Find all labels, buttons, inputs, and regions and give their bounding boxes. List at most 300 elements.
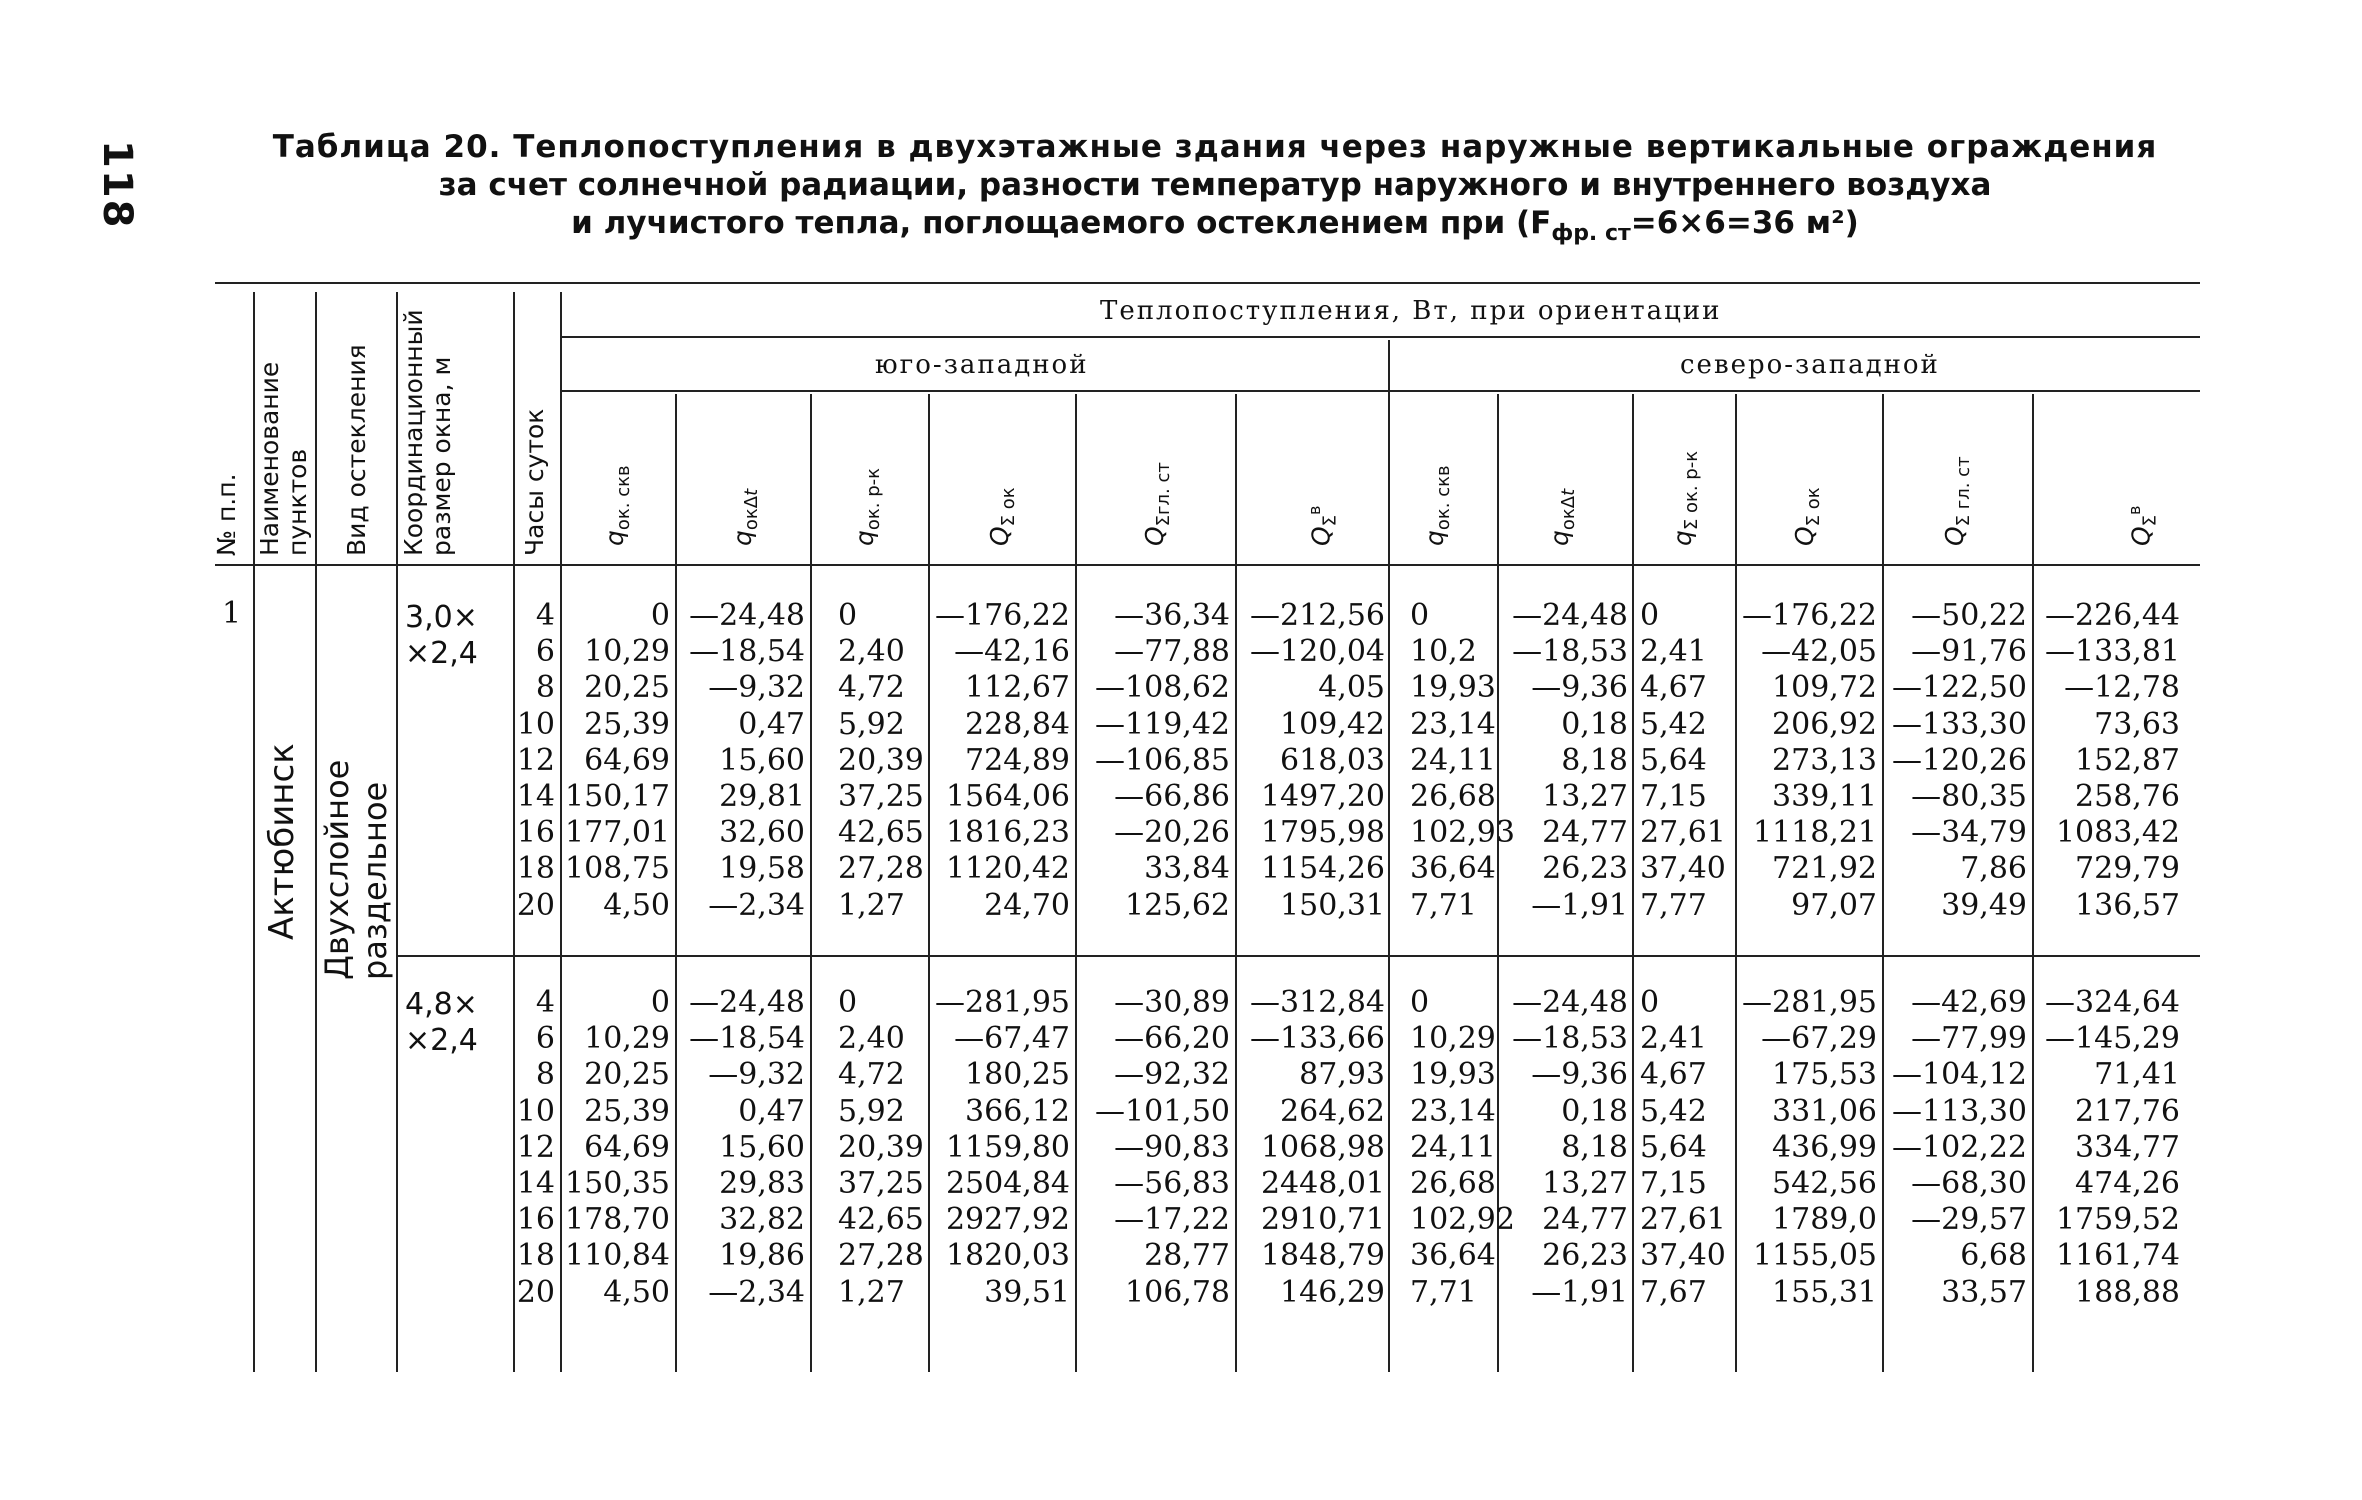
sw-Q-v-column	[1250, 598, 1385, 924]
table-cell: —17,22	[1114, 1202, 1230, 1238]
table-cell: 0,47	[738, 706, 805, 742]
table-cell: 339,11	[1772, 778, 1877, 814]
table-cell: 19,93	[1410, 670, 1496, 706]
table-cell: 0,18	[1561, 706, 1628, 742]
table-cell: —24,48	[689, 985, 805, 1020]
header-coord: Координационный размер окна, м	[399, 309, 456, 556]
table-cell: 1155,05	[1752, 1238, 1877, 1274]
table-cell: —92,32	[1114, 1057, 1230, 1093]
table-cell: 10,29	[584, 634, 670, 670]
table-cell: 13,27	[1542, 778, 1628, 814]
nw-Q-ok-column	[1742, 985, 1877, 1311]
table-cell: 1789,0	[1772, 1202, 1877, 1238]
table-cell: 27,28	[838, 1238, 924, 1274]
table-cell: —9,32	[708, 1057, 805, 1093]
hours-column	[517, 985, 555, 1311]
table-cell: 1795,98	[1260, 815, 1385, 851]
table-cell: —68,30	[1911, 1165, 2027, 1201]
table-cell: —9,32	[708, 670, 805, 706]
header-glazing: Вид остекления	[342, 344, 371, 556]
table-cell: 474,26	[2075, 1165, 2180, 1201]
header-hours: Часы суток	[520, 408, 549, 556]
table-cell: 24,77	[1542, 1202, 1628, 1238]
table-cell: 0	[650, 598, 670, 633]
table-cell: —67,47	[954, 1021, 1070, 1057]
table-cell: 0	[838, 985, 858, 1020]
table-top-rule	[215, 282, 2200, 284]
page-number: 118	[94, 140, 140, 230]
table-cell: 150,35	[565, 1165, 670, 1201]
table-cell: —42,69	[1911, 985, 2027, 1020]
table-cell: 39,49	[1941, 887, 2027, 923]
col-line	[396, 292, 398, 1372]
table-cell: 4,72	[838, 670, 905, 706]
coord-line: ×2,4	[405, 1023, 478, 1058]
table-cell: —18,53	[1512, 1021, 1628, 1057]
table-cell: 721,92	[1772, 851, 1877, 887]
table-cell: 97,07	[1791, 887, 1877, 923]
table-cell: —30,89	[1114, 985, 1230, 1020]
table-cell: 33,57	[1941, 1274, 2027, 1310]
nw-Q-v-column	[2045, 985, 2180, 1311]
table-cell: —24,48	[1512, 985, 1628, 1020]
table-cell: 16	[516, 815, 555, 851]
table-cell: —2,34	[708, 887, 805, 923]
table-cell: —120,04	[1250, 634, 1385, 670]
coord-size	[405, 987, 478, 1059]
table-cell: 37,40	[1640, 851, 1726, 887]
table-cell: —281,95	[935, 985, 1070, 1020]
sw-Q-ok-column	[935, 598, 1070, 924]
table-cell: 152,87	[2075, 742, 2180, 778]
table-cell: 175,53	[1772, 1057, 1877, 1093]
table-cell: 24,77	[1542, 815, 1628, 851]
table-cell: —113,30	[1892, 1093, 2027, 1129]
nw-Q-v-header: $Q_\Sigma^в$	[2125, 505, 2161, 546]
table-cell: 64,69	[584, 1129, 670, 1165]
group-rule	[562, 336, 2200, 338]
nw-Q-gl-column	[1892, 598, 2027, 924]
col-line	[1632, 394, 1634, 1372]
table-cell: 10	[516, 706, 555, 742]
table-cell: 258,76	[2075, 778, 2180, 814]
table-cell: 8	[535, 670, 555, 706]
sw-q-skv-header: $q_{ок. скв}$	[600, 465, 634, 546]
sw-q-rk-header: $q_{ок. р-к}$	[850, 468, 884, 546]
table-cell: —133,66	[1250, 1021, 1385, 1057]
table-cell: 20	[516, 887, 555, 923]
nw-header: северо-западной	[1680, 350, 1940, 380]
table-cell: —104,12	[1892, 1057, 2027, 1093]
nw-q-rk-column	[1640, 598, 1726, 924]
table-cell: 12	[516, 742, 555, 778]
table-cell: —212,56	[1250, 598, 1385, 633]
table-cell: 6,68	[1960, 1238, 2027, 1274]
table-cell: 26,23	[1542, 851, 1628, 887]
col-line	[810, 394, 812, 1372]
table-cell: —90,83	[1114, 1129, 1230, 1165]
table-cell: —133,81	[2045, 634, 2180, 670]
col-line	[1075, 394, 1077, 1372]
sw-Q-gl-header: $Q_{\Sigma гл. ст}$	[1140, 462, 1174, 546]
table-cell: 26,68	[1410, 1165, 1496, 1201]
table-cell: 24,70	[984, 887, 1070, 923]
table-cell: 37,25	[838, 1165, 924, 1201]
title-line-3: и лучистого тепла, поглощаемого остеклением при ($F_{фр. ст}=6\times 6=36$ м²)	[571, 205, 1859, 247]
table-cell: 177,01	[565, 815, 670, 851]
sw-header: юго-западной	[875, 350, 1089, 380]
table-cell: —176,22	[935, 598, 1070, 633]
table-cell: 64,69	[584, 742, 670, 778]
table-cell: —133,30	[1892, 706, 2027, 742]
table-cell: —102,22	[1892, 1129, 2027, 1165]
col-line	[315, 292, 317, 1372]
table-cell: 36,64	[1410, 851, 1496, 887]
table-cell: 2910,71	[1260, 1202, 1385, 1238]
sw-q-dt-column	[689, 985, 805, 1311]
table-cell: 23,14	[1410, 1093, 1496, 1129]
table-cell: 1161,74	[2055, 1238, 2180, 1274]
table-cell: 14	[516, 778, 555, 814]
table-cell: 8,18	[1561, 742, 1628, 778]
title-line-2: за счет солнечной радиации, разности температур наружного и внутреннего воздуха	[438, 167, 1992, 203]
table-cell: 155,31	[1772, 1274, 1877, 1310]
table-cell: —66,20	[1114, 1021, 1230, 1057]
table-cell: 264,62	[1280, 1093, 1385, 1129]
coord-size	[405, 600, 478, 672]
table-cell: —2,34	[708, 1274, 805, 1310]
sw-q-skv-column	[565, 598, 670, 924]
sw-q-skv-column	[565, 985, 670, 1311]
col-line	[2032, 394, 2034, 1372]
table-cell: 2504,84	[945, 1165, 1070, 1201]
table-cell: 32,60	[719, 815, 805, 851]
table-cell: 26,23	[1542, 1238, 1628, 1274]
table-cell: 206,92	[1772, 706, 1877, 742]
table-cell: —176,22	[1742, 598, 1877, 633]
table-cell: 724,89	[965, 742, 1070, 778]
table-cell: —80,35	[1911, 778, 2027, 814]
table-cell: 1497,20	[1260, 778, 1385, 814]
table-cell: 15,60	[719, 742, 805, 778]
table-cell: 18	[516, 1238, 555, 1274]
table-cell: 39,51	[984, 1274, 1070, 1310]
table-cell: 1564,06	[945, 778, 1070, 814]
table-cell: 0	[1410, 598, 1430, 633]
table-cell: 106,78	[1125, 1274, 1230, 1310]
nw-q-rk-header: $q_{\Sigma ок. р-к}$	[1668, 450, 1702, 546]
table-cell: 5,92	[838, 1093, 905, 1129]
table-cell: —77,99	[1911, 1021, 2027, 1057]
table-cell: —281,95	[1742, 985, 1877, 1020]
table-title	[210, 128, 2220, 253]
table-cell: 5,64	[1640, 1129, 1707, 1165]
table-cell: 2,41	[1640, 634, 1707, 670]
table-cell: 146,29	[1280, 1274, 1385, 1310]
table-cell: 42,65	[838, 1202, 924, 1238]
table-cell: 20,25	[584, 1057, 670, 1093]
table-cell: 1068,98	[1260, 1129, 1385, 1165]
sw-Q-gl-column	[1095, 598, 1230, 924]
table-cell: 36,64	[1410, 1238, 1496, 1274]
table-cell: 0	[1410, 985, 1430, 1020]
table-cell: 10,2	[1410, 634, 1477, 670]
table-cell: 7,71	[1410, 1274, 1477, 1310]
table-cell: 1816,23	[945, 815, 1070, 851]
col-line	[1235, 394, 1237, 1372]
table-cell: 5,42	[1640, 1093, 1707, 1129]
sw-q-dt-header: $q_{ок\Delta t}$	[728, 488, 762, 546]
nw-q-rk-column	[1640, 985, 1726, 1311]
table-cell: 2,40	[838, 1021, 905, 1057]
table-cell: —119,42	[1095, 706, 1230, 742]
table-cell: 180,25	[965, 1057, 1070, 1093]
table-cell: 331,06	[1772, 1093, 1877, 1129]
table-cell: 0	[650, 985, 670, 1020]
table-cell: 228,84	[965, 706, 1070, 742]
table-cell: 1159,80	[945, 1129, 1070, 1165]
table-cell: 0	[1640, 598, 1660, 633]
table-cell: 19,86	[719, 1238, 805, 1274]
table-cell: 18	[516, 851, 555, 887]
table-cell: —77,88	[1114, 634, 1230, 670]
table-cell: 102,93	[1410, 815, 1515, 851]
table-cell: 28,77	[1144, 1238, 1230, 1274]
table-cell: 542,56	[1772, 1165, 1877, 1201]
table-cell: 109,42	[1280, 706, 1385, 742]
col-line	[560, 292, 562, 1372]
table-cell: 217,76	[2075, 1093, 2180, 1129]
table-cell: 29,81	[719, 778, 805, 814]
table-cell: 15,60	[719, 1129, 805, 1165]
group-header: Теплопоступления, Вт, при ориентации	[1100, 296, 1722, 326]
table-cell: 150,31	[1280, 887, 1385, 923]
coord-line: 4,8×	[405, 987, 478, 1022]
table-cell: —42,16	[954, 634, 1070, 670]
table-cell: 8,18	[1561, 1129, 1628, 1165]
table-cell: 14	[516, 1165, 555, 1201]
table-cell: 0	[838, 598, 858, 633]
table-cell: 2,40	[838, 634, 905, 670]
table-cell: —1,91	[1531, 887, 1628, 923]
nw-q-dt-column	[1512, 598, 1628, 924]
table-cell: 19,93	[1410, 1057, 1496, 1093]
table-cell: —120,26	[1892, 742, 2027, 778]
nw-q-skv-column	[1410, 598, 1515, 924]
table-cell: —29,57	[1911, 1202, 2027, 1238]
table-cell: 6	[535, 1021, 555, 1057]
col-line	[675, 394, 677, 1372]
col-line	[1735, 394, 1737, 1372]
table-cell: 20,39	[838, 742, 924, 778]
title-sub: фр. ст	[1551, 221, 1631, 247]
table-cell: 20,25	[584, 670, 670, 706]
table-cell: 7,77	[1640, 887, 1707, 923]
table-cell: 4,67	[1640, 1057, 1707, 1093]
table-cell: 5,64	[1640, 742, 1707, 778]
table-cell: —12,78	[2064, 670, 2180, 706]
table-cell: 24,11	[1410, 1129, 1496, 1165]
table-cell: 1,27	[838, 887, 905, 923]
table-cell: —312,84	[1250, 985, 1385, 1020]
nw-Q-v-column	[2045, 598, 2180, 924]
table-cell: 4,50	[603, 887, 670, 923]
table-cell: 25,39	[584, 706, 670, 742]
table-cell: 26,68	[1410, 778, 1496, 814]
table-cell: —18,54	[689, 1021, 805, 1057]
table-cell: 27,61	[1640, 815, 1726, 851]
table-cell: 4	[535, 598, 555, 633]
sw-q-dt-column	[689, 598, 805, 924]
table-cell: 1118,21	[1752, 815, 1877, 851]
table-cell: —9,36	[1531, 670, 1628, 706]
header-name: Наименование пунктов	[255, 361, 312, 556]
block-separator-rule	[398, 955, 2200, 957]
table-cell: —18,54	[689, 634, 805, 670]
sw-Q-v-column	[1250, 985, 1385, 1311]
table-cell: 71,41	[2094, 1057, 2180, 1093]
table-cell: 32,82	[719, 1202, 805, 1238]
table-cell: 10	[516, 1093, 555, 1129]
table-cell: 188,88	[2075, 1274, 2180, 1310]
coord-line: 3,0×	[405, 600, 478, 635]
table-cell: 110,84	[565, 1238, 670, 1274]
row-number: 1	[222, 596, 242, 631]
nw-q-dt-column	[1512, 985, 1628, 1311]
table-cell: —91,76	[1911, 634, 2027, 670]
table-cell: 729,79	[2075, 851, 2180, 887]
table-cell: 37,40	[1640, 1238, 1726, 1274]
table-cell: —226,44	[2045, 598, 2180, 633]
nw-Q-gl-column	[1892, 985, 2027, 1311]
table-cell: 5,42	[1640, 706, 1707, 742]
table-cell: —24,48	[689, 598, 805, 633]
nw-q-dt-header: $q_{ок\Delta t}$	[1545, 488, 1579, 546]
table-cell: —122,50	[1892, 670, 2027, 706]
table-cell: 87,93	[1299, 1057, 1385, 1093]
table-cell: —67,29	[1761, 1021, 1877, 1057]
table-cell: 178,70	[565, 1202, 670, 1238]
table-cell: 4,67	[1640, 670, 1707, 706]
table-cell: 618,03	[1280, 742, 1385, 778]
table-cell: 29,83	[719, 1165, 805, 1201]
table-cell: 7,15	[1640, 778, 1707, 814]
table-cell: 20,39	[838, 1129, 924, 1165]
nw-q-skv-column	[1410, 985, 1515, 1311]
table-cell: 109,72	[1772, 670, 1877, 706]
sw-Q-ok-column	[935, 985, 1070, 1311]
table-cell: —56,83	[1114, 1165, 1230, 1201]
table-cell: —66,86	[1114, 778, 1230, 814]
table-cell: 5,92	[838, 706, 905, 742]
table-cell: 10,29	[584, 1021, 670, 1057]
table-cell: 27,28	[838, 851, 924, 887]
table-cell: 0,18	[1561, 1093, 1628, 1129]
col-line	[1882, 394, 1884, 1372]
table-cell: —108,62	[1095, 670, 1230, 706]
table-cell: 334,77	[2075, 1129, 2180, 1165]
col-line	[928, 394, 930, 1372]
table-cell: 24,11	[1410, 742, 1496, 778]
hours-column	[517, 598, 555, 924]
table-cell: 112,67	[965, 670, 1070, 706]
table-cell: 366,12	[965, 1093, 1070, 1129]
table-cell: 1083,42	[2055, 815, 2180, 851]
table-cell: —106,85	[1095, 742, 1230, 778]
table-cell: 7,15	[1640, 1165, 1707, 1201]
table-cell: 12	[516, 1129, 555, 1165]
table-cell: 1820,03	[945, 1238, 1070, 1274]
orientation-rule	[562, 390, 2200, 392]
table-cell: 6	[535, 634, 555, 670]
table-cell: 16	[516, 1202, 555, 1238]
nw-Q-ok-column	[1742, 598, 1877, 924]
table-cell: —18,53	[1512, 634, 1628, 670]
table-cell: 7,71	[1410, 887, 1477, 923]
glazing-type: Двухслойное раздельное	[318, 759, 394, 980]
table-cell: —20,26	[1114, 815, 1230, 851]
sw-Q-v-header: $Q_\Sigma^в$	[1305, 505, 1341, 546]
nw-Q-ok-header: $Q_{\Sigma ок}$	[1790, 487, 1824, 546]
table-cell: 7,67	[1640, 1274, 1707, 1310]
table-cell: 136,57	[2075, 887, 2180, 923]
table-cell: 2927,92	[945, 1202, 1070, 1238]
table-cell: 7,86	[1960, 851, 2027, 887]
table-cell: 1120,42	[945, 851, 1070, 887]
table-cell: 0,47	[738, 1093, 805, 1129]
sw-q-rk-column	[838, 598, 924, 924]
table-cell: 33,84	[1144, 851, 1230, 887]
table-cell: 125,62	[1125, 887, 1230, 923]
table-cell: —24,48	[1512, 598, 1628, 633]
table-cell: 2448,01	[1260, 1165, 1385, 1201]
sw-Q-gl-column	[1095, 985, 1230, 1311]
table-cell: 27,61	[1640, 1202, 1726, 1238]
table-cell: 102,92	[1410, 1202, 1515, 1238]
table-cell: 23,14	[1410, 706, 1496, 742]
table-cell: 10,29	[1410, 1021, 1496, 1057]
col-line	[513, 292, 515, 1372]
table-cell: 25,39	[584, 1093, 670, 1129]
table-cell: 150,17	[565, 778, 670, 814]
table-cell: 1759,52	[2055, 1202, 2180, 1238]
col-line	[1388, 340, 1390, 1372]
table-cell: 8	[535, 1057, 555, 1093]
table-cell: 4,50	[603, 1274, 670, 1310]
table-cell: 0	[1640, 985, 1660, 1020]
sw-Q-ok-header: $Q_{\Sigma ок}$	[985, 487, 1019, 546]
sw-q-rk-column	[838, 985, 924, 1311]
table-cell: 37,25	[838, 778, 924, 814]
nw-Q-gl-header: $Q_{\Sigma гл. ст}$	[1940, 456, 1974, 546]
table-cell: —145,29	[2045, 1021, 2180, 1057]
title-line-1: Таблица 20. Теплопоступления в двухэтажные здания через наружные вертикальные ограждения	[272, 129, 2158, 165]
table-cell: 20	[516, 1274, 555, 1310]
table-cell: —324,64	[2045, 985, 2180, 1020]
table-cell: 4,05	[1318, 670, 1385, 706]
table-cell: 19,58	[719, 851, 805, 887]
table-cell: 1848,79	[1260, 1238, 1385, 1274]
table-cell: 436,99	[1772, 1129, 1877, 1165]
table-cell: 4	[535, 985, 555, 1020]
table-cell: 1154,26	[1260, 851, 1385, 887]
table-cell: —1,91	[1531, 1274, 1628, 1310]
header-num: № п.п.	[212, 473, 241, 556]
table-cell: —50,22	[1911, 598, 2027, 633]
table-cell: 273,13	[1772, 742, 1877, 778]
table-cell: 1,27	[838, 1274, 905, 1310]
table-cell: —42,05	[1761, 634, 1877, 670]
